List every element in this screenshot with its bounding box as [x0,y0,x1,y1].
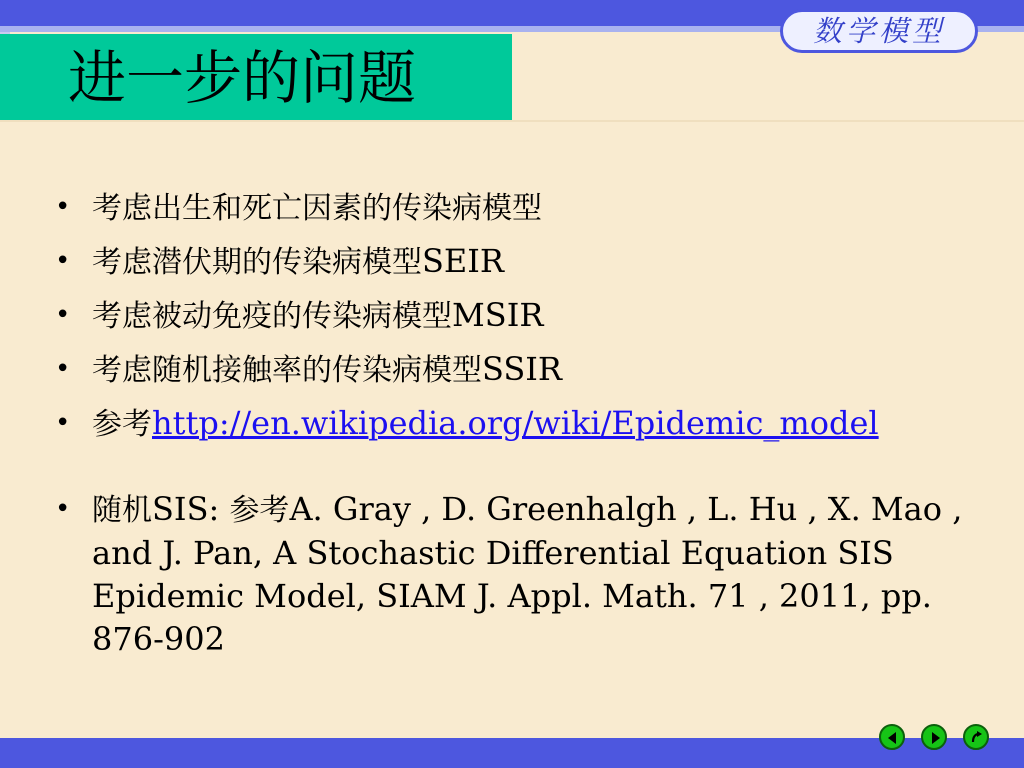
list-item [55,294,1005,338]
prev-slide-button[interactable] [879,724,905,750]
model-abbrev: SEIR [422,242,505,280]
bullet-icon: • [55,354,71,384]
list-item [55,186,1005,230]
footer-bar [0,738,1024,768]
model-abbrev: SSIR [482,350,563,388]
bullet-list [55,186,1005,671]
return-button[interactable] [963,724,989,750]
list-item [55,348,1005,392]
bullet-icon: • [55,246,71,276]
bullet-icon: • [55,192,71,222]
reference-citation: A. Gray , D. Greenhalgh , L. Hu , X. Mao , and J. Pan, A Stochastic Differential Equation SIS Epidemic Model, SIAM J. Appl. Math. 71 , 2011, pp. 876-902 [92,490,963,658]
item-text: 考虑被动免疫的传染病模型 [92,299,452,334]
list-item-reference [55,488,1005,661]
item-text: 考虑随机接触率的传染病模型 [92,353,482,388]
brand-badge [780,9,978,53]
reference-model: SIS: [152,490,230,528]
list-item [55,240,1005,284]
item-text: 考虑出生和死亡因素的传染病模型 [92,191,542,226]
brand-label: 数学模型 [812,14,945,48]
next-slide-button[interactable] [921,724,947,750]
bullet-icon: • [55,494,71,524]
wikipedia-link[interactable]: http://en.wikipedia.org/wiki/Epidemic_model [152,404,879,442]
title-divider [0,120,1024,122]
list-item [55,402,1005,446]
item-text: 考虑潜伏期的传染病模型 [92,245,422,280]
next-arrow-icon [926,729,944,747]
model-abbrev: MSIR [452,296,544,334]
reference-label: 参考 [229,493,290,528]
item-text: 参考 [92,407,152,442]
prev-arrow-icon [884,729,902,747]
return-icon [968,729,986,747]
slide-title: 进一步的问题 [68,44,417,112]
bullet-icon: • [55,300,71,330]
reference-prefix: 随机 [92,493,152,528]
bullet-icon: • [55,408,71,438]
